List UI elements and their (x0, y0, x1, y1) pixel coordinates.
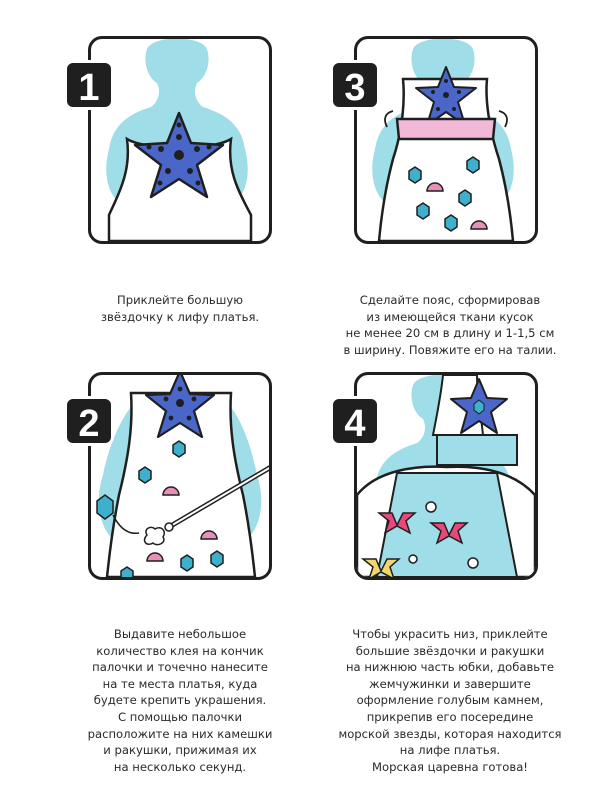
step-2-number: 2 (64, 396, 114, 446)
pearl-icon (409, 555, 417, 563)
skirt-decoration-illustration (357, 375, 535, 577)
dress-star-illustration (91, 39, 269, 241)
bodice-band (437, 435, 517, 465)
gem-icon (173, 441, 185, 457)
step-2-illustration (88, 372, 272, 580)
gem-icon (139, 467, 151, 483)
belt (397, 119, 495, 139)
gem-icon (97, 495, 113, 519)
dress-belt-illustration (357, 39, 535, 241)
step-1-illustration (88, 36, 272, 244)
glue-application-illustration (91, 375, 269, 577)
step-1-number: 1 (64, 60, 114, 110)
glue-drop-icon (145, 527, 165, 544)
step-4-number: 4 (330, 396, 380, 446)
gem-icon (211, 551, 223, 567)
pearl-icon (426, 502, 436, 512)
step-4-caption: Чтобы украсить низ, приклейте большие звёздочки и ракушки на нижнюю часть юбки, добавьте жемчужинки и завершите оформление голубым камнем, прикрепив его посередине морской звезды, которая находится на лифе платья. Морская царевна готова! (338, 627, 562, 774)
step-2-caption: Выдавите небольшое количество клея на кончик палочки и точечно нанесите на те места платья, куда будете крепить украшения. С помощью палочки расположите на них камешки и ракушки, прижимая их на несколько секунд. (87, 627, 273, 774)
gem-icon (409, 167, 421, 183)
step-4-illustration (354, 372, 538, 580)
gem-icon (467, 157, 479, 173)
arrow-right-icon (499, 111, 507, 127)
gem-icon (181, 555, 193, 571)
pearl-icon (468, 558, 478, 568)
step-3-number: 3 (330, 60, 380, 110)
gem-icon (417, 203, 429, 219)
step-3-illustration (354, 36, 538, 244)
gem-icon (459, 190, 471, 206)
gem-icon (445, 215, 457, 231)
step-1-caption: Приклейте большую звёздочку к лифу платья. (100, 293, 260, 324)
step-3-caption: Сделайте пояс, сформировав из имеющейся ткани кусок не менее 20 см в длину и 1-1,5 см в ширину. Повяжите его на талии. (343, 293, 557, 357)
